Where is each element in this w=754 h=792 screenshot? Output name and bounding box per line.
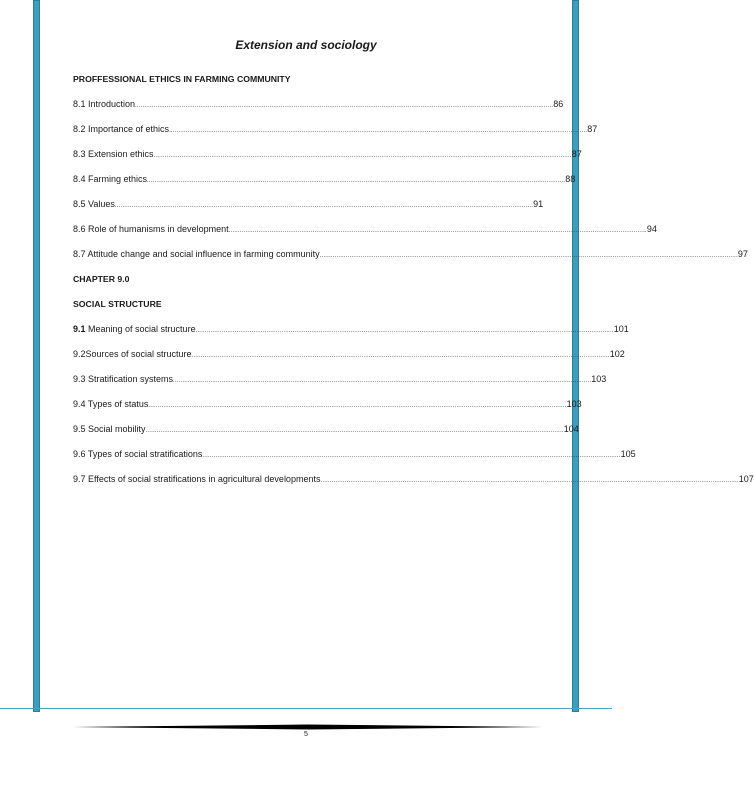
toc-entry bbox=[73, 422, 579, 447]
dot-leader: ................................................................................................................................................................................................................................ bbox=[173, 378, 592, 384]
toc-entry-page: 103 bbox=[591, 374, 607, 384]
toc-entry-page: 102 bbox=[609, 349, 625, 359]
toc-entry-title: 8.7 Attitude change and social influence in farming community bbox=[73, 249, 320, 259]
dot-leader: ................................................................................................................................................................................................................................ bbox=[145, 428, 564, 434]
dot-leader: ................................................................................................................................................................................................................................ bbox=[169, 128, 588, 134]
toc-entry-title bbox=[73, 322, 196, 336]
page-header-title: Extension and sociology bbox=[235, 38, 377, 52]
toc-entry-page: 87 bbox=[587, 124, 598, 134]
footer-rule-line bbox=[0, 708, 612, 709]
chapter-heading: CHAPTER 9.0 bbox=[73, 274, 130, 284]
dot-leader: ................................................................................................................................................................................................................................ bbox=[228, 228, 647, 234]
toc-entry bbox=[73, 347, 625, 372]
toc-entry bbox=[73, 447, 636, 472]
toc-entry-title: 8.1 Introduction bbox=[73, 99, 136, 109]
toc-entry-page: 107 bbox=[738, 474, 754, 484]
toc-entry bbox=[73, 372, 607, 397]
toc-entry-page: 87 bbox=[571, 149, 582, 159]
toc-entry-title: 8.4 Farming ethics bbox=[73, 174, 148, 184]
toc-entry-title-text: Meaning of social structure bbox=[85, 324, 196, 334]
left-border-bar bbox=[33, 0, 40, 712]
toc-entry-title: 9.2Sources of social structure bbox=[73, 349, 192, 359]
toc-entry-page: 88 bbox=[565, 174, 576, 184]
toc-entry-page: 104 bbox=[563, 424, 579, 434]
toc-entry-title: 9.7 Effects of social stratifications in agricultural developments bbox=[73, 474, 321, 484]
toc-entry-title: 9.4 Types of status bbox=[73, 399, 149, 409]
toc-entry bbox=[73, 322, 629, 347]
toc-entry-page: 101 bbox=[613, 324, 629, 334]
toc-entry-title: 9.5 Social mobility bbox=[73, 424, 146, 434]
toc-entry-page: 91 bbox=[533, 199, 544, 209]
toc-entry bbox=[73, 197, 544, 222]
toc-entry-title: 8.5 Values bbox=[73, 199, 115, 209]
dot-leader: ................................................................................................................................................................................................................................ bbox=[153, 153, 572, 159]
toc-entry-title: 9.6 Types of social stratifications bbox=[73, 449, 203, 459]
dot-leader: ................................................................................................................................................................................................................................ bbox=[135, 103, 554, 109]
toc-entry-page: 86 bbox=[553, 99, 564, 109]
toc-entry bbox=[73, 122, 598, 147]
toc-entry-title: 9.3 Stratification systems bbox=[73, 374, 174, 384]
dot-leader: ................................................................................................................................................................................................................................ bbox=[319, 253, 738, 259]
toc-entry bbox=[73, 147, 582, 172]
toc-entry-page: 97 bbox=[737, 249, 748, 259]
table-of-contents bbox=[73, 72, 754, 497]
toc-entry bbox=[73, 172, 576, 197]
toc-entry-title: 8.3 Extension ethics bbox=[73, 149, 154, 159]
toc-entry bbox=[73, 472, 754, 497]
dot-leader: ................................................................................................................................................................................................................................ bbox=[148, 403, 567, 409]
dot-leader: ................................................................................................................................................................................................................................ bbox=[147, 178, 566, 184]
dot-leader: ................................................................................................................................................................................................................................ bbox=[195, 328, 614, 334]
section-heading-social-structure: SOCIAL STRUCTURE bbox=[73, 299, 162, 309]
dot-leader: ................................................................................................................................................................................................................................ bbox=[320, 478, 739, 484]
toc-entry-number: 9.1 bbox=[73, 324, 86, 334]
toc-entry-page: 103 bbox=[566, 399, 582, 409]
toc-entry-title: 8.6 Role of humanisms in development bbox=[73, 224, 229, 234]
toc-entry-page: 94 bbox=[646, 224, 657, 234]
dot-leader: ................................................................................................................................................................................................................................ bbox=[202, 453, 621, 459]
toc-entry bbox=[73, 222, 657, 247]
toc-entry bbox=[73, 97, 564, 122]
toc-entry-page: 105 bbox=[620, 449, 636, 459]
toc-entry-title: 8.2 Importance of ethics bbox=[73, 124, 170, 134]
dot-leader: ................................................................................................................................................................................................................................ bbox=[191, 353, 610, 359]
section-heading-ethics: PROFFESSIONAL ETHICS IN FARMING COMMUNITY bbox=[73, 74, 291, 84]
toc-entry bbox=[73, 397, 582, 422]
dot-leader: ................................................................................................................................................................................................................................ bbox=[114, 203, 534, 209]
toc-entry bbox=[73, 247, 748, 272]
page-number: 5 bbox=[304, 731, 308, 738]
